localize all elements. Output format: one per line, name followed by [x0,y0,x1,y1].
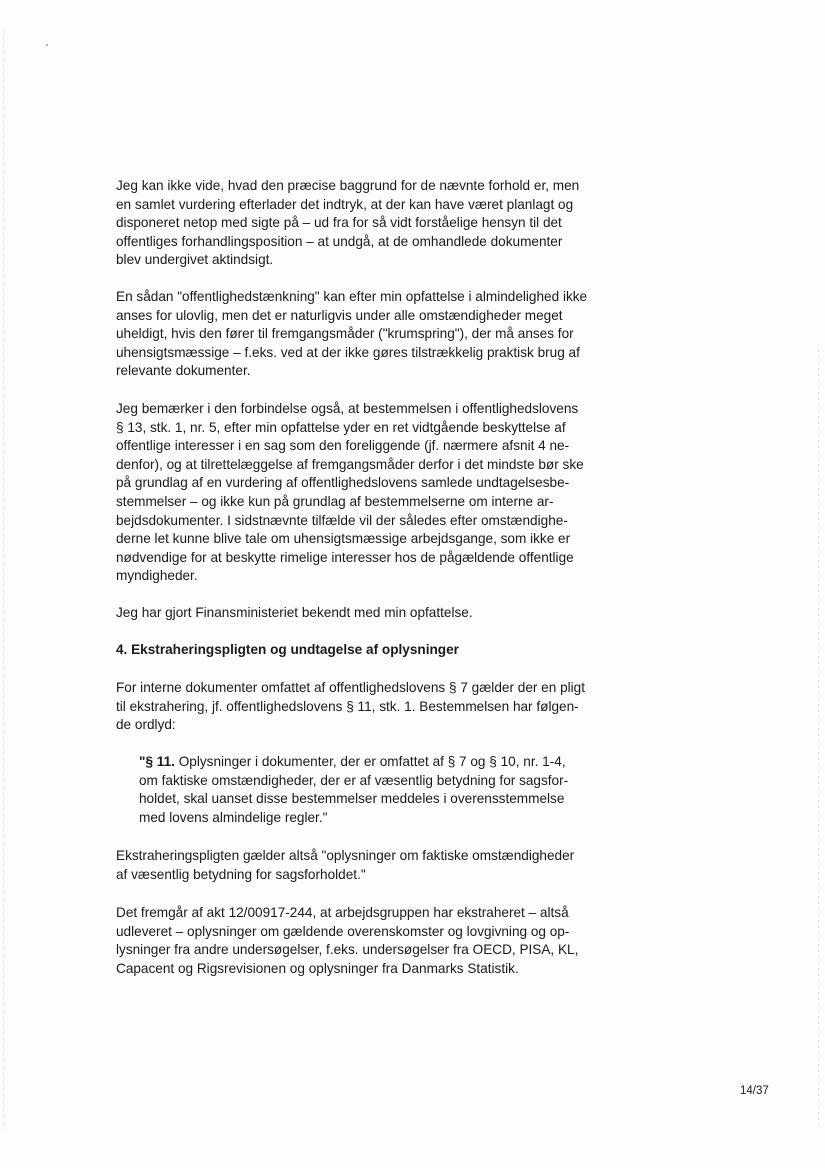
paragraph-2 [116,288,586,381]
text-line: Capacent og Rigsrevisionen og oplysninger fra Danmarks Statistik. [116,960,519,976]
text-line: offentlige interesser i en sag som den foreliggende (jf. nærmere afsnit 4 ne- [116,438,570,454]
text-line: disponeret netop med sigte på – ud fra for så vidt forståelige hensyn til det [116,215,562,231]
text-line: nødvendige for at beskytte rimelige interesser hos de pågældende offentlige [116,549,574,565]
scan-edge-right [818,350,819,1130]
text-line: blev undergivet aktindsigt. [116,252,274,268]
text-line: offentliges forhandlingsposition – at undgå, at de omhandlede dokumenter [116,233,563,249]
text-line: En sådan "offentlighedstænkning" kan efter min opfattelse i almindelighed ikke [116,289,588,304]
text-line: stemmelser – og ikke kun på grundlag af bestemmelserne om interne ar- [116,493,554,509]
text-line: For interne dokumenter omfattet af offentlighedslovens § 7 gælder der en pligt [116,680,586,695]
paragraph-1 [116,177,586,270]
quote-line-rest: Oplysninger i dokumenter, der er omfattet af § 7 og § 10, nr. 1-4, [174,754,566,769]
scan-edge-left [3,30,4,1130]
text-line: Jeg bemærker i den forbindelse også, at bestemmelsen i offentlighedslovens [116,401,579,416]
quote-line: med lovens almindelige regler." [139,809,328,825]
text-line: § 13, stk. 1, nr. 5, efter min opfattelse yder en ret vidtgående beskyttelse af [116,419,566,435]
paragraph-4 [116,604,586,623]
text-line: til ekstrahering, jf. offentlighedslovens § 11, stk. 1. Bestemmelsen har følgen- [116,698,579,714]
text-line: udleveret – oplysninger om gældende overenskomster og lovgivning og op- [116,923,570,939]
text-line: relevante dokumenter. [116,363,251,379]
text-line: myndigheder. [116,568,198,584]
quote-line [139,753,569,772]
text-line: de ordlyd: [116,717,176,733]
section-heading: 4. Ekstraheringspligten og undtagelse af oplysninger [116,642,459,657]
quote-line: om faktiske omstændigheder, der er af væsentlig betydning for sagsfor- [139,772,569,788]
text-line: denfor), og at tilrettelæggelse af fremgangsmåder derfor i det mindste bør ske [116,456,584,472]
paragraph-7 [116,904,586,978]
law-quote [139,753,569,827]
quote-line: holdet, skal uanset disse bestemmelser meddeles i overensstemmelse [139,791,565,807]
text-line: bejdsdokumenter. I sidstnævnte tilfælde vil der således efter omstændighe- [116,512,568,528]
text-line: af væsentlig betydning for sagsforholdet." [116,866,366,882]
text-line: en samlet vurdering efterlader det indtryk, at der kan have været planlagt og [116,196,574,212]
text-line: uhensigtsmæssige – f.eks. ved at der ikke gøres tilstrækkelig praktisk brug af [116,344,580,360]
text-line: uheldigt, hvis den fører til fremgangsmåder ("krumspring"), der må anses for [116,326,574,342]
text-line: Jeg har gjort Finansministeriet bekendt med min opfattelse. [116,605,473,620]
text-line: derne let kunne blive tale om uhensigtsmæssige arbejdsgange, som ikke er [116,531,571,547]
text-line: på grundlag af en vurdering af offentlighedslovens samlede undtagelsesbe- [116,475,570,491]
paragraph-5 [116,679,586,735]
text-line: Det fremgår af akt 12/00917-244, at arbejdsgruppen har ekstraheret – altså [116,905,569,920]
text-line: anses for ulovlig, men det er naturligvis under alle omstændigheder meget [116,307,563,323]
text-line: lysninger fra andre undersøgelser, f.eks. undersøgelser fra OECD, PISA, KL, [116,942,579,958]
text-line: Ekstraheringspligten gælder altså "oplysninger om faktiske omstændigheder [116,848,575,863]
paragraph-3 [116,400,586,586]
page-number: 14/37 [740,1085,769,1097]
paragraph-6 [116,847,586,884]
scan-speck [46,44,48,46]
text-line: Jeg kan ikke vide, hvad den præcise baggrund for de nævnte forhold er, men [116,178,580,193]
quote-section-label: "§ 11. [139,754,175,769]
